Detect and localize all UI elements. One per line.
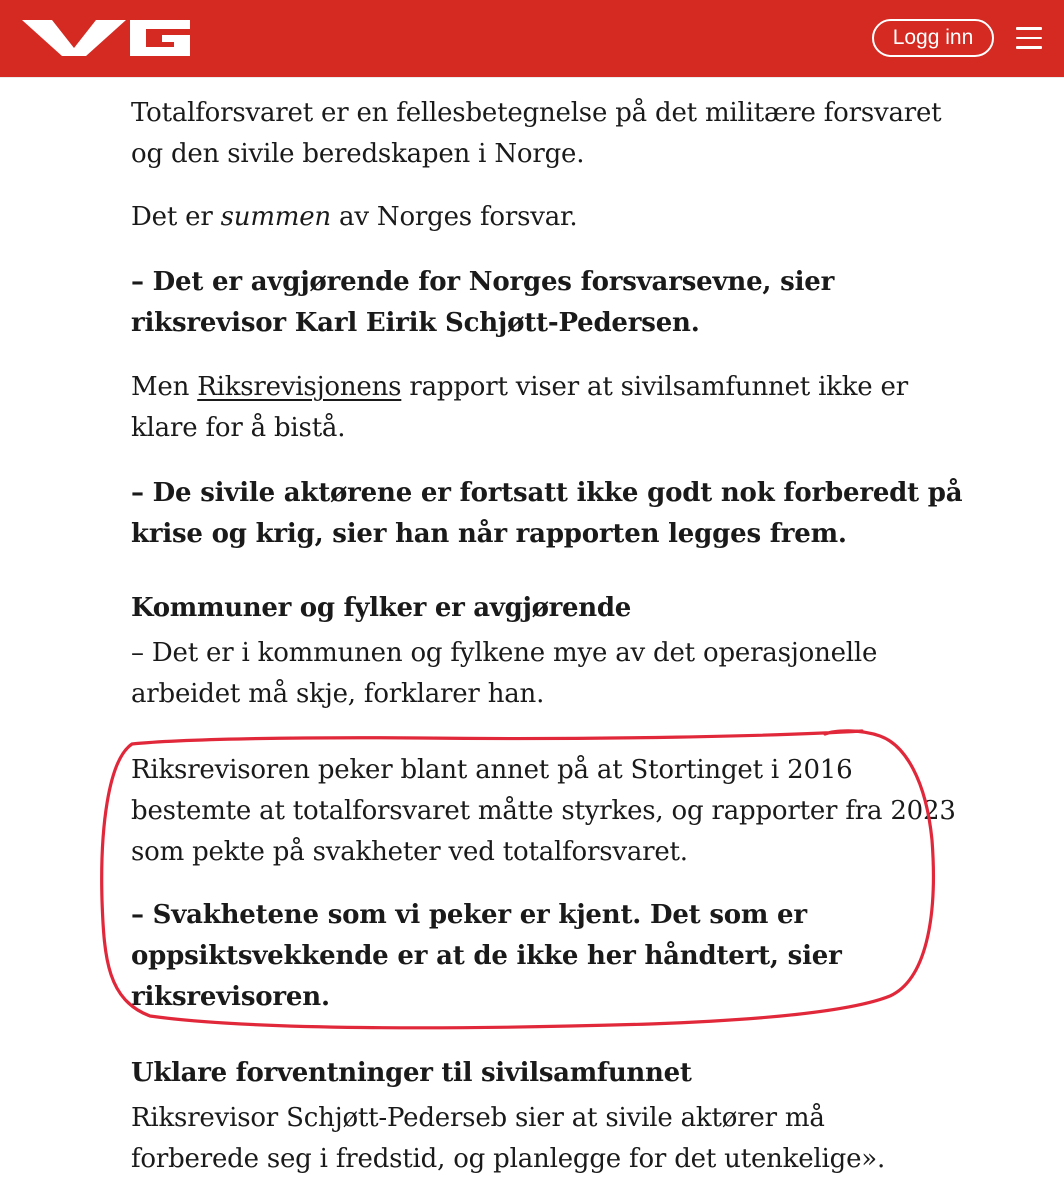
paragraph-line: som pekte på svakheter ved totalforsvaret. (131, 837, 688, 867)
quote-paragraph-2 (131, 473, 963, 555)
paragraph-line: bestemte at totalforsvaret måtte styrkes, og rapporter fra 2023 (131, 796, 956, 826)
paragraph-kommunen (131, 633, 941, 715)
subheading-uklare: Uklare forventninger til sivilsamfunnet (131, 1058, 692, 1088)
quote-paragraph-3 (131, 895, 941, 1018)
paragraph-line: krise og krig, sier han når rapporten legges frem. (131, 519, 847, 549)
site-header (0, 0, 1064, 77)
paragraph-line: – Det er i kommunen og fylkene mye av det operasjonelle (131, 638, 878, 668)
paragraph-schjott (131, 1098, 941, 1180)
paragraph-line: – Det er avgjørende for Norges forsvarsevne, sier (131, 267, 835, 297)
paragraph-line: riksrevisor Karl Eirik Schjøtt-Pedersen. (131, 308, 700, 338)
text-segment: rapport viser at sivilsamfunnet ikke er (401, 372, 908, 402)
paragraph-line: Totalforsvaret er en fellesbetegnelse på det militære forsvaret (131, 98, 942, 128)
text-segment: Det er (131, 202, 221, 232)
paragraph-line: Riksrevisoren peker blant annet på at Stortinget i 2016 (131, 755, 853, 785)
paragraph-line: forberede seg i fredstid, og planlegge for det utenkelige». (131, 1144, 886, 1174)
emphasis-text: summen (220, 202, 331, 232)
paragraph-line: og den sivile beredskapen i Norge. (131, 139, 585, 169)
riksrevisjonen-link[interactable]: Riksrevisjonens (197, 372, 402, 402)
login-button[interactable]: Logg inn (872, 19, 994, 57)
subheading-kommuner: Kommuner og fylker er avgjørende (131, 593, 631, 623)
paragraph-intro (131, 93, 941, 175)
paragraph-stortinget (131, 750, 956, 873)
quote-paragraph-1 (131, 262, 941, 344)
paragraph-summen (131, 197, 941, 238)
text-segment: Men (131, 372, 198, 402)
paragraph-line: – De sivile aktørene er fortsatt ikke godt nok forberedt på (131, 478, 963, 508)
paragraph-line: oppsiktsvekkende er at de ikke her håndtert, sier (131, 941, 842, 971)
paragraph-line: – Svakhetene som vi peker er kjent. Det som er (131, 900, 807, 930)
vg-logo[interactable] (22, 20, 192, 56)
paragraph-line: arbeidet må skje, forklarer han. (131, 679, 545, 709)
paragraph-riksrevisjonen (131, 367, 941, 449)
hamburger-menu-icon[interactable] (1016, 27, 1042, 49)
paragraph-line: klare for å bistå. (131, 413, 346, 443)
paragraph-line: riksrevisoren. (131, 982, 330, 1012)
paragraph-line: Riksrevisor Schjøtt-Pederseb sier at sivile aktører må (131, 1103, 825, 1133)
text-segment: av Norges forsvar. (330, 202, 578, 232)
